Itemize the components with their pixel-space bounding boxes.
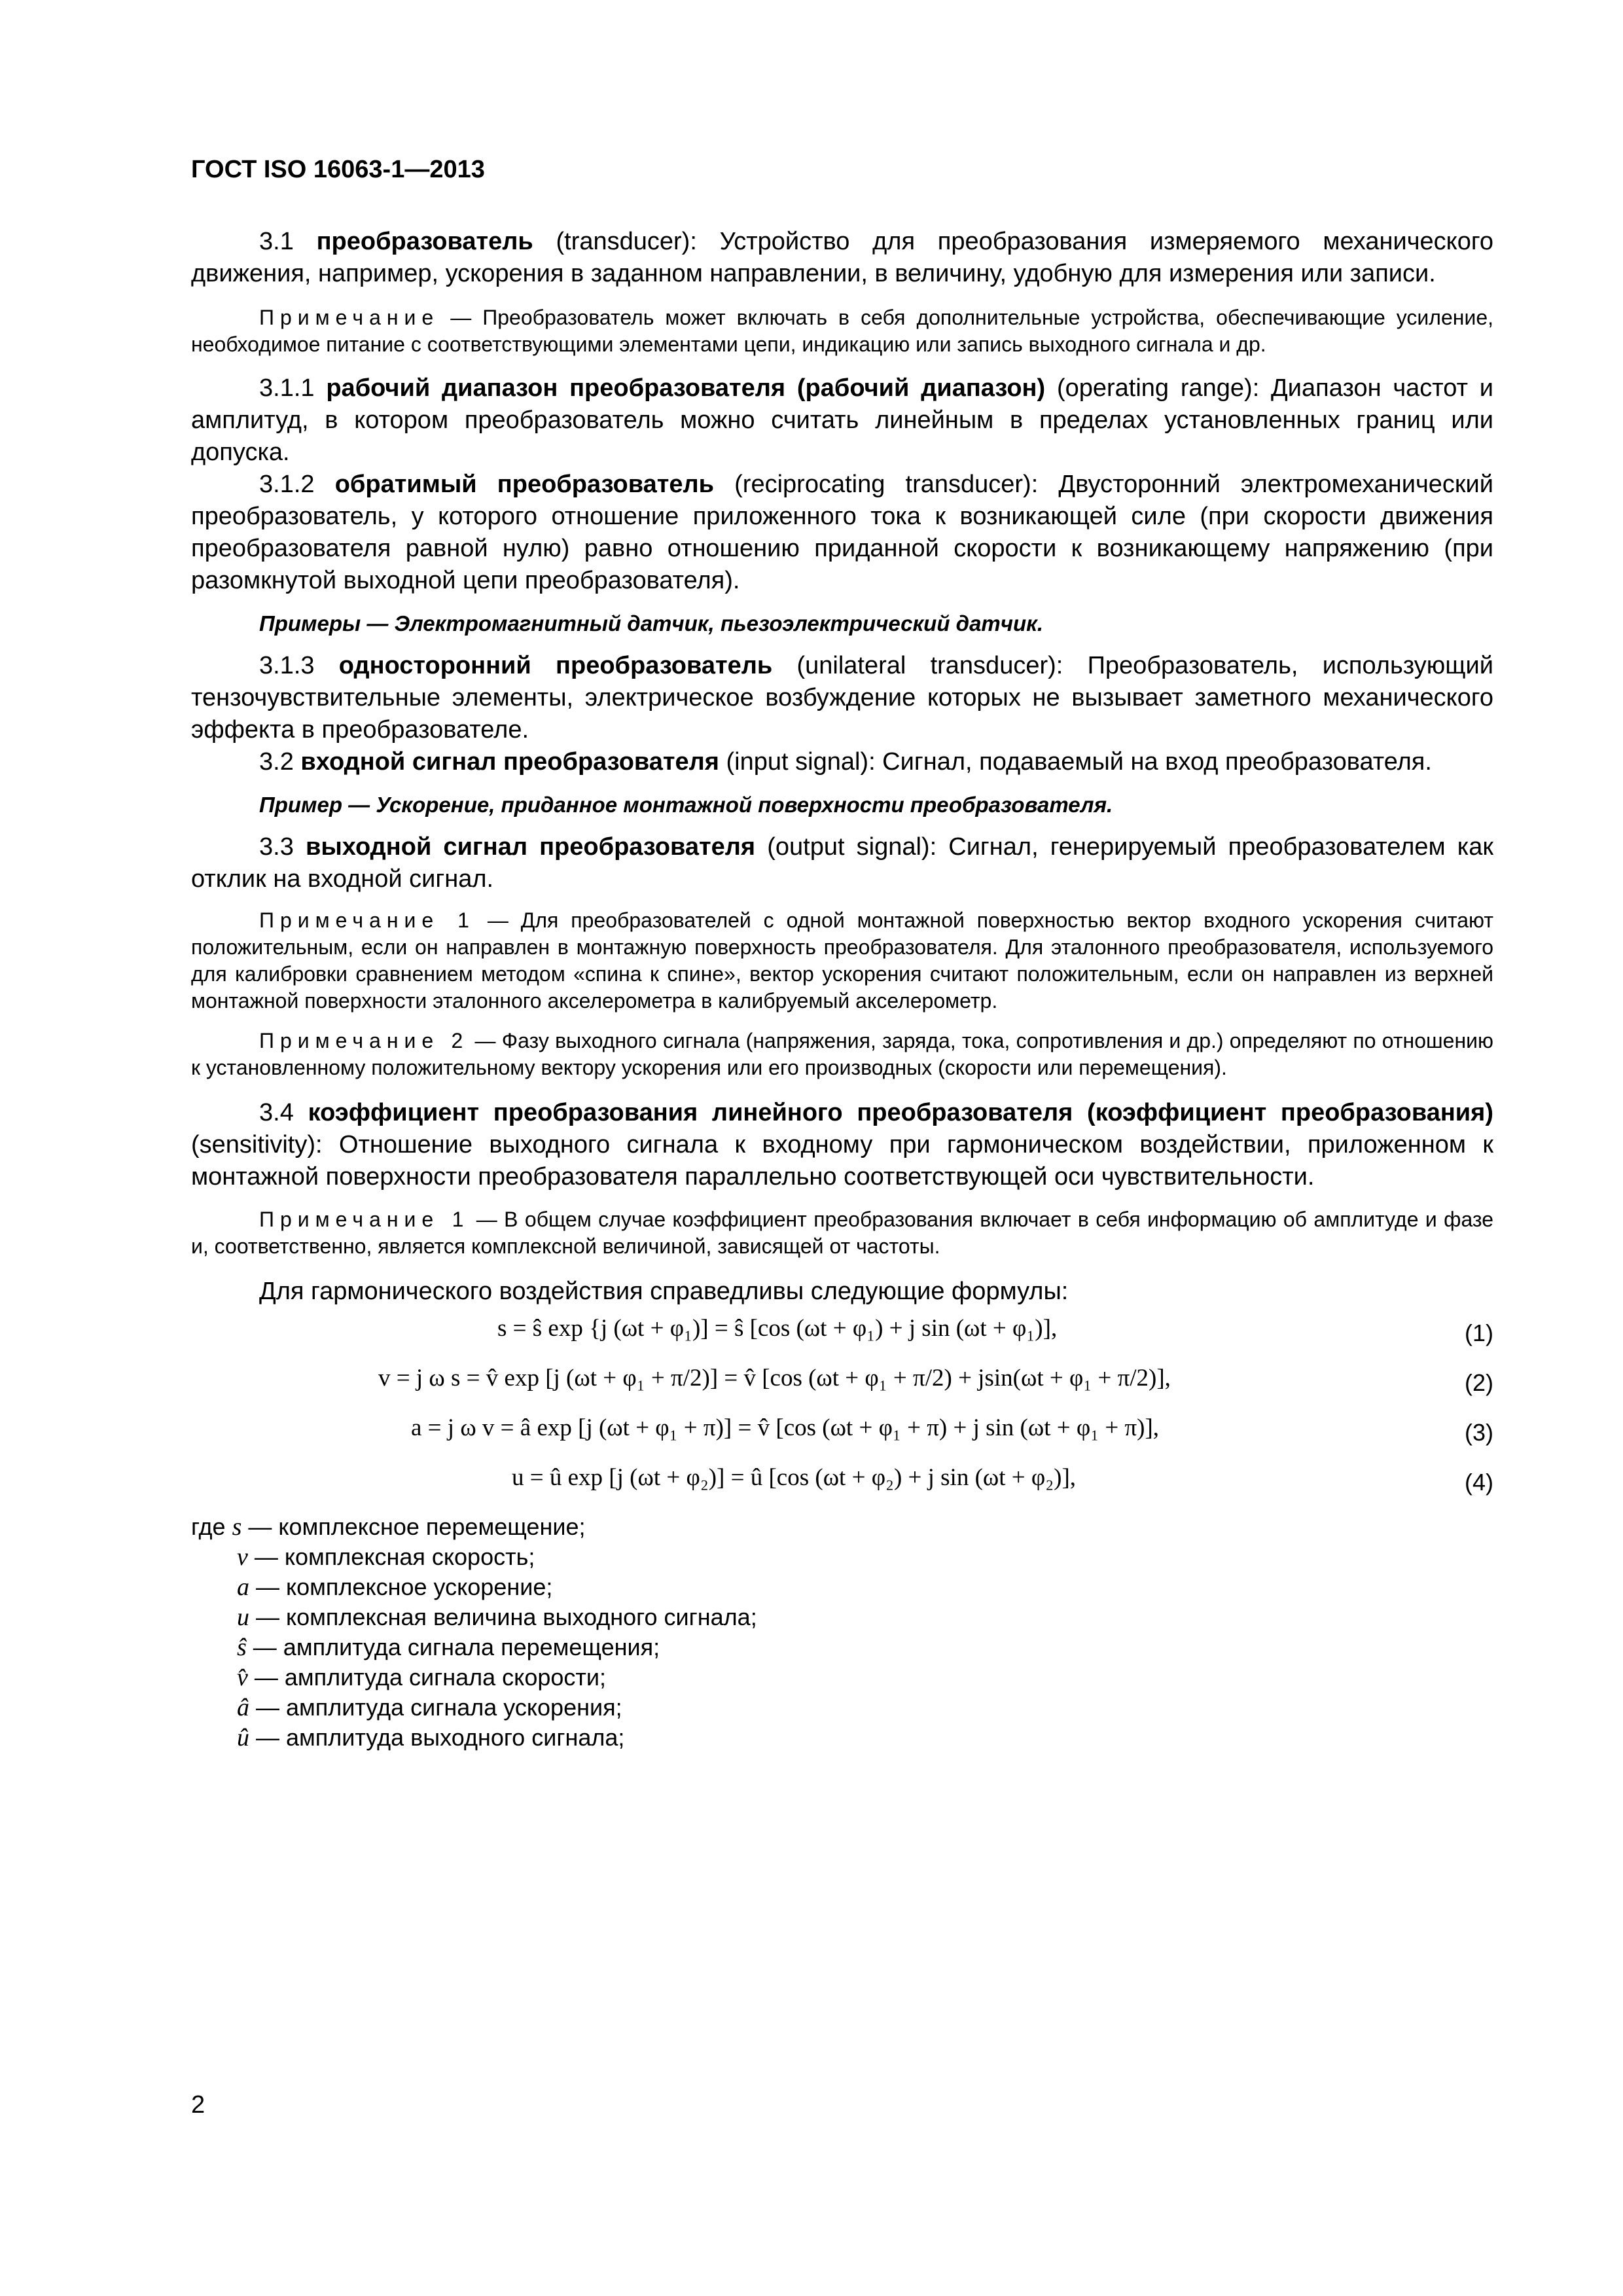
legend-row <box>191 1693 1493 1723</box>
legend-row <box>191 1662 1493 1693</box>
legend-row <box>191 1542 1493 1572</box>
formula-number: (1) <box>1465 1319 1493 1346</box>
formula-number: (3) <box>1465 1419 1493 1446</box>
document-header: ГОСТ ISO 16063-1—2013 <box>191 156 485 183</box>
note <box>191 304 1493 358</box>
symbol-description: — комплексная скорость; <box>247 1543 535 1570</box>
note-text: — В общем случае коэффициент преобразования включает в себя информацию об амплитуде и фазе и, соответственно, является комплексной величиной, зависящей от частоты. <box>191 1208 1494 1258</box>
term-3-4 <box>191 1097 1493 1193</box>
term-3-1-2 <box>191 469 1493 597</box>
symbol: v <box>237 1543 248 1571</box>
symbol: ŝ <box>237 1634 247 1661</box>
symbol: â <box>237 1694 249 1721</box>
note-text: — Фазу выходного сигнала (напряжения, заряда, тока, сопротивления и др.) определяют по отношению к установленному положительному вектору ускорения или его производных (скорости или перемещения). <box>191 1029 1494 1079</box>
formula-row <box>191 1407 1493 1457</box>
term-name: преобразователь <box>316 228 533 255</box>
formula-row <box>191 1457 1493 1507</box>
legend-row <box>191 1632 1493 1662</box>
term-name: односторонний преобразователь <box>338 652 773 679</box>
clause-number: 3.1.3 <box>259 652 315 679</box>
formula-row <box>191 1357 1493 1407</box>
term-name: обратимый преобразователь <box>334 471 714 498</box>
term-3-1 <box>191 226 1493 290</box>
symbol: û <box>237 1724 249 1751</box>
formula: v = j ω s = v̂ exp [j (ωt + φ₁ + π/2)] = v̂ [cos (ωt + φ₁ + π/2) + jsin(ωt + φ₁ + π/2)], <box>378 1365 1171 1391</box>
term-name: входной сигнал преобразователя <box>300 748 719 776</box>
legend-row <box>191 1572 1493 1602</box>
clause-number: 3.3 <box>259 833 294 861</box>
symbol: a <box>237 1573 249 1601</box>
term-3-2 <box>191 746 1493 778</box>
note-text: — Преобразователь может включать в себя дополнительные устройства, обеспечивающие усиление, необходимое питание с соответствующими элементами цепи, индикацию или запись выходного сигнала и др. <box>191 306 1493 356</box>
symbol-description: — комплексная величина выходного сигнала; <box>249 1604 757 1630</box>
formula-number: (4) <box>1465 1469 1493 1496</box>
clause-number: 3.4 <box>259 1099 294 1126</box>
symbol-description: — амплитуда сигнала скорости; <box>247 1664 606 1691</box>
legend-row <box>191 1602 1493 1632</box>
clause-number: 3.2 <box>259 748 294 776</box>
formula: a = j ω v = â exp [j (ωt + φ₁ + π)] = v̂ [cos (ωt + φ₁ + π) + j sin (ωt + φ₁ + π)], <box>411 1414 1160 1441</box>
note-label: Примечание 1 <box>259 908 475 932</box>
example: Пример — Ускорение, приданное монтажной поверхности преобразователя. <box>259 793 1113 817</box>
formula: u = û exp [j (ωt + φ₂)] = û [cos (ωt + φ₂) + j sin (ωt + φ₂)], <box>512 1464 1077 1491</box>
legend-row <box>191 1723 1493 1753</box>
term-definition: (operating range): Диапазон частот и амплитуд, в котором преобразователь можно считать линейным в пределах установленных границ или допуска. <box>191 374 1494 466</box>
symbol: s <box>232 1513 242 1541</box>
symbol-description: — комплексное перемещение; <box>241 1513 586 1540</box>
symbol-legend <box>191 1512 1493 1753</box>
clause-number: 3.1.2 <box>259 471 315 498</box>
term-name: рабочий диапазон преобразователя (рабочий диапазон) <box>326 374 1046 402</box>
symbol-description: — амплитуда сигнала перемещения; <box>246 1634 660 1660</box>
legend-row <box>191 1512 1493 1542</box>
symbol: v̂ <box>237 1664 248 1691</box>
term-name: коэффициент преобразования линейного преобразователя (коэффициент преобразования) <box>308 1099 1493 1126</box>
note-label: Примечание 1 <box>259 1208 470 1231</box>
formula-row <box>191 1308 1493 1357</box>
page-number: 2 <box>191 2091 205 2119</box>
formulas-intro: Для гармонического воздействия справедливы следующие формулы: <box>259 1278 1069 1305</box>
note-label: Примечание <box>259 306 440 329</box>
note <box>191 1206 1493 1260</box>
term-definition: (unilateral transducer): Преобразователь, использующий тензочувствительные элементы, электрическое возбуждение которых не вызывает заметного механического эффекта в преобразователе. <box>191 652 1493 744</box>
symbol: u <box>237 1604 249 1631</box>
formula: s = ŝ exp {j (ωt + φ₁)] = ŝ [cos (ωt + φ₁) + j sin (ωt + φ₁)], <box>497 1315 1058 1342</box>
term-definition: (input signal): Сигнал, подаваемый на вход преобразователя. <box>719 748 1432 776</box>
example: Примеры — Электромагнитный датчик, пьезоэлектрический датчик. <box>259 611 1044 636</box>
symbol-description: — амплитуда выходного сигнала; <box>249 1724 625 1751</box>
term-definition: (sensitivity): Отношение выходного сигнала к входному при гармоническом воздействии, приложенном к монтажной поверхности преобразователя параллельно соответствующей оси чувствительности. <box>191 1131 1493 1191</box>
term-definition: (reciprocating transducer): Двусторонний электромеханический преобразователь, у которого отношение приложенного тока к возникающей силе (при скорости движения преобразователя равной нулю) равно отношению приданной скорости к возникающему напряжению (при разомкнутой выходной цепи преобразователя). <box>191 471 1493 594</box>
term-name: выходной сигнал преобразователя <box>305 833 756 861</box>
clause-number: 3.1 <box>259 228 294 255</box>
where-word: где <box>191 1513 226 1540</box>
term-3-1-1 <box>191 372 1493 469</box>
term-definition: (transducer): Устройство для преобразования измеряемого механического движения, например, ускорения в заданном направлении, в величину, удобную для измерения или записи. <box>191 228 1493 287</box>
note-label: Примечание 2 <box>259 1029 469 1052</box>
term-definition: (output signal): Сигнал, генерируемый преобразователем как отклик на входной сигнал. <box>191 833 1493 893</box>
symbol-description: — комплексное ускорение; <box>249 1573 553 1600</box>
term-3-1-3 <box>191 650 1493 746</box>
clause-number: 3.1.1 <box>259 374 315 402</box>
note <box>191 907 1493 1014</box>
note <box>191 1028 1493 1081</box>
symbol-description: — амплитуда сигнала ускорения; <box>249 1694 622 1721</box>
document-body <box>191 226 1493 1753</box>
term-3-3 <box>191 831 1493 895</box>
formula-number: (2) <box>1465 1369 1493 1396</box>
note-text: — Для преобразователей с одной монтажной поверхностью вектор входного ускорения считают положительным, если он направлен в монтажную поверхность преобразователя. Для эталонного преобразователя, используемого для калибровки сравнением методом «спина к спине», вектор ускорения считают положительным, если он направлен из верхней монтажной поверхности эталонного акселерометра в калибруемый акселерометр. <box>191 908 1494 1013</box>
